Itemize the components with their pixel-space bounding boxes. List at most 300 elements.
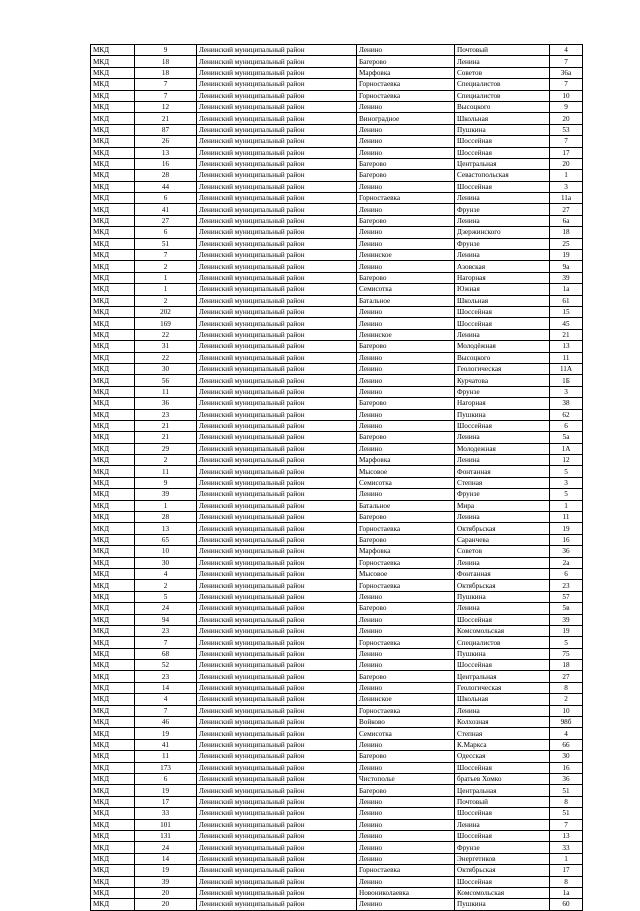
house-number-cell: 27 [550,671,583,682]
house-number-cell: 5 [550,466,583,477]
street-cell: Фрунзе [455,238,550,249]
building-type-cell: МКД [91,341,135,352]
count-cell: 19 [135,728,197,739]
count-cell: 1 [135,500,197,511]
count-cell: 41 [135,204,197,215]
building-type-cell: МКД [91,534,135,545]
table-row [91,865,583,876]
table-row [91,739,583,750]
table-row [91,227,583,238]
settlement-cell: Ленино [357,739,455,750]
table-row [91,477,583,488]
building-type-cell: МКД [91,796,135,807]
house-number-cell: 6 [550,568,583,579]
count-cell: 36 [135,398,197,409]
street-cell: Октябрьская [455,580,550,591]
house-number-cell: 16 [550,762,583,773]
table-row [91,717,583,728]
house-number-cell: 61 [550,295,583,306]
street-cell: Фонтанная [455,568,550,579]
house-number-cell: 18 [550,660,583,671]
settlement-cell: Горностаевка [357,557,455,568]
street-cell: Ленина [455,705,550,716]
count-cell: 18 [135,56,197,67]
house-number-cell: 38 [550,398,583,409]
district-cell: Ленинский муниципальный район [197,398,357,409]
building-type-cell: МКД [91,739,135,750]
settlement-cell: Ленино [357,443,455,454]
settlement-cell: Мысовое [357,568,455,579]
count-cell: 20 [135,899,197,910]
building-type-cell: МКД [91,568,135,579]
street-cell: Фрунзе [455,204,550,215]
district-cell: Ленинский муниципальный район [197,113,357,124]
street-cell: Мира [455,500,550,511]
settlement-cell: Ленино [357,830,455,841]
building-type-cell: МКД [91,523,135,534]
building-type-cell: МКД [91,318,135,329]
building-type-cell: МКД [91,238,135,249]
count-cell: 21 [135,432,197,443]
settlement-cell: Багерово [357,785,455,796]
district-cell: Ленинский муниципальный район [197,90,357,101]
settlement-cell: Ленино [357,625,455,636]
house-number-cell: 18 [550,227,583,238]
building-type-cell: МКД [91,101,135,112]
street-cell: Ленина [455,193,550,204]
district-cell: Ленинский муниципальный район [197,67,357,78]
district-cell: Ленинский муниципальный район [197,136,357,147]
settlement-cell: Ленино [357,853,455,864]
street-cell: Одесская [455,751,550,762]
district-cell: Ленинский муниципальный район [197,432,357,443]
house-number-cell: 11А [550,363,583,374]
building-type-cell: МКД [91,808,135,819]
building-type-cell: МКД [91,717,135,728]
settlement-cell: Марфовка [357,67,455,78]
house-number-cell: 5а [550,432,583,443]
house-number-cell: 60 [550,899,583,910]
count-cell: 7 [135,705,197,716]
house-number-cell: 11 [550,512,583,523]
table-row [91,455,583,466]
house-number-cell: 23 [550,580,583,591]
count-cell: 101 [135,819,197,830]
district-cell: Ленинский муниципальный район [197,830,357,841]
building-type-cell: МКД [91,660,135,671]
street-cell: братьев Хомко [455,774,550,785]
count-cell: 17 [135,796,197,807]
street-cell: Энергетиков [455,853,550,864]
building-type-cell: МКД [91,865,135,876]
street-cell: Высоцкого [455,352,550,363]
count-cell: 21 [135,113,197,124]
settlement-cell: Ленино [357,876,455,887]
table-row [91,67,583,78]
street-cell: Школьная [455,113,550,124]
street-cell: Молодёжная [455,341,550,352]
house-number-cell: 10 [550,90,583,101]
house-number-cell: 7 [550,819,583,830]
table-row [91,534,583,545]
count-cell: 169 [135,318,197,329]
building-type-cell: МКД [91,181,135,192]
building-type-cell: МКД [91,352,135,363]
building-type-cell: МКД [91,45,135,56]
district-cell: Ленинский муниципальный район [197,853,357,864]
count-cell: 14 [135,853,197,864]
building-type-cell: МКД [91,170,135,181]
table-row [91,398,583,409]
count-cell: 131 [135,830,197,841]
table-row [91,682,583,693]
district-cell: Ленинский муниципальный район [197,580,357,591]
house-number-cell: 36 [550,774,583,785]
district-cell: Ленинский муниципальный район [197,637,357,648]
district-cell: Ленинский муниципальный район [197,591,357,602]
building-type-cell: МКД [91,90,135,101]
district-cell: Ленинский муниципальный район [197,79,357,90]
count-cell: 16 [135,158,197,169]
count-cell: 51 [135,238,197,249]
settlement-cell: Багерово [357,215,455,226]
building-type-cell: МКД [91,728,135,739]
house-number-cell: 39 [550,272,583,283]
district-cell: Ленинский муниципальный район [197,534,357,545]
table-row [91,101,583,112]
table-row [91,876,583,887]
table-row [91,728,583,739]
building-type-cell: МКД [91,557,135,568]
count-cell: 44 [135,181,197,192]
house-number-cell: 19 [550,523,583,534]
district-cell: Ленинский муниципальный район [197,819,357,830]
house-number-cell: 11 [550,352,583,363]
district-cell: Ленинский муниципальный район [197,329,357,340]
district-cell: Ленинский муниципальный район [197,512,357,523]
street-cell: Шоссейная [455,318,550,329]
house-number-cell: 5 [550,637,583,648]
building-type-cell: МКД [91,500,135,511]
table-row [91,409,583,420]
table-row [91,341,583,352]
building-type-cell: МКД [91,204,135,215]
street-cell: Ленина [455,250,550,261]
table-body [91,45,583,911]
street-cell: Ленина [455,329,550,340]
street-cell: Ленина [455,819,550,830]
table-row [91,603,583,614]
settlement-cell: Горностаевка [357,193,455,204]
building-type-cell: МКД [91,432,135,443]
street-cell: Курчатова [455,375,550,386]
house-number-cell: 51 [550,808,583,819]
street-cell: Шоссейная [455,876,550,887]
district-cell: Ленинский муниципальный район [197,614,357,625]
count-cell: 5 [135,591,197,602]
count-cell: 24 [135,842,197,853]
table-row [91,181,583,192]
district-cell: Ленинский муниципальный район [197,466,357,477]
settlement-cell: Ленинское [357,329,455,340]
settlement-cell: Ленино [357,796,455,807]
table-row [91,694,583,705]
building-type-cell: МКД [91,67,135,78]
district-cell: Ленинский муниципальный район [197,215,357,226]
house-number-cell: 1 [550,500,583,511]
count-cell: 87 [135,124,197,135]
street-cell: Пушкина [455,648,550,659]
district-cell: Ленинский муниципальный район [197,671,357,682]
table-row [91,215,583,226]
count-cell: 2 [135,261,197,272]
settlement-cell: Горностаевка [357,580,455,591]
table-row [91,842,583,853]
settlement-cell: Багерово [357,341,455,352]
street-cell: Шоссейная [455,762,550,773]
house-number-cell: 66 [550,739,583,750]
count-cell: 20 [135,887,197,898]
settlement-cell: Ленино [357,147,455,158]
count-cell: 6 [135,227,197,238]
settlement-cell: Ленино [357,238,455,249]
house-number-cell: 16 [550,534,583,545]
settlement-cell: Ленино [357,808,455,819]
house-number-cell: 98б [550,717,583,728]
house-number-cell: 21 [550,329,583,340]
building-type-cell: МКД [91,603,135,614]
settlement-cell: Багерово [357,512,455,523]
house-number-cell: 6 [550,420,583,431]
district-cell: Ленинский муниципальный район [197,147,357,158]
count-cell: 4 [135,694,197,705]
settlement-cell: Ленино [357,306,455,317]
house-number-cell: 5в [550,603,583,614]
house-number-cell: 36 [550,546,583,557]
table-row [91,512,583,523]
street-cell: Азовская [455,261,550,272]
settlement-cell: Багерово [357,671,455,682]
building-type-cell: МКД [91,272,135,283]
building-type-cell: МКД [91,489,135,500]
house-number-cell: 1Б [550,375,583,386]
district-cell: Ленинский муниципальный район [197,341,357,352]
building-type-cell: МКД [91,124,135,135]
district-cell: Ленинский муниципальный район [197,124,357,135]
settlement-cell: Ленино [357,45,455,56]
table-row [91,158,583,169]
district-cell: Ленинский муниципальный район [197,568,357,579]
table-row [91,386,583,397]
settlement-cell: Ленинское [357,250,455,261]
house-number-cell: 3 [550,386,583,397]
street-cell: Высоцкого [455,101,550,112]
settlement-cell: Новониколаевка [357,887,455,898]
street-cell: Саранчева [455,534,550,545]
settlement-cell: Семисотка [357,284,455,295]
district-cell: Ленинский муниципальный район [197,648,357,659]
settlement-cell: Ленино [357,375,455,386]
house-number-cell: 1 [550,853,583,864]
settlement-cell: Ленино [357,591,455,602]
district-cell: Ленинский муниципальный район [197,625,357,636]
settlement-cell: Багерово [357,170,455,181]
settlement-cell: Ленино [357,648,455,659]
settlement-cell: Багерово [357,432,455,443]
settlement-cell: Семисотка [357,728,455,739]
house-number-cell: 25 [550,238,583,249]
table-row [91,705,583,716]
street-cell: Нагорная [455,398,550,409]
count-cell: 33 [135,808,197,819]
settlement-cell: Ленино [357,819,455,830]
building-type-cell: МКД [91,386,135,397]
district-cell: Ленинский муниципальный район [197,181,357,192]
settlement-cell: Горностаевка [357,90,455,101]
street-cell: Центральная [455,671,550,682]
count-cell: 39 [135,876,197,887]
house-number-cell: 53 [550,124,583,135]
street-cell: Геологическая [455,363,550,374]
district-cell: Ленинский муниципальный район [197,375,357,386]
table-row [91,591,583,602]
settlement-cell: Ленино [357,318,455,329]
count-cell: 9 [135,45,197,56]
district-cell: Ленинский муниципальный район [197,420,357,431]
table-row [91,284,583,295]
settlement-cell: Ленино [357,842,455,853]
table-row [91,352,583,363]
street-cell: Октябрьская [455,865,550,876]
count-cell: 173 [135,762,197,773]
count-cell: 4 [135,568,197,579]
count-cell: 39 [135,489,197,500]
count-cell: 24 [135,603,197,614]
settlement-cell: Багерово [357,56,455,67]
street-cell: Шоссейная [455,136,550,147]
building-type-cell: МКД [91,215,135,226]
street-cell: Южная [455,284,550,295]
count-cell: 94 [135,614,197,625]
building-type-cell: МКД [91,443,135,454]
district-cell: Ленинский муниципальный район [197,546,357,557]
street-cell: Шоссейная [455,420,550,431]
table-row [91,568,583,579]
count-cell: 28 [135,170,197,181]
settlement-cell: Виноградное [357,113,455,124]
street-cell: Шоссейная [455,306,550,317]
street-cell: Ленина [455,603,550,614]
table-row [91,785,583,796]
table-row [91,523,583,534]
building-type-cell: МКД [91,580,135,591]
house-number-cell: 8 [550,876,583,887]
street-cell: Специалистов [455,90,550,101]
street-cell: Ленина [455,56,550,67]
house-number-cell: 6а [550,215,583,226]
settlement-cell: Войково [357,717,455,728]
street-cell: Молодежная [455,443,550,454]
table-row [91,363,583,374]
district-cell: Ленинский муниципальный район [197,694,357,705]
street-cell: Ленина [455,557,550,568]
district-cell: Ленинский муниципальный район [197,523,357,534]
settlement-cell: Батальное [357,295,455,306]
table-row [91,853,583,864]
table-row [91,113,583,124]
document-sheet [90,44,582,911]
count-cell: 11 [135,751,197,762]
building-type-cell: МКД [91,887,135,898]
settlement-cell: Марфовка [357,455,455,466]
table-row [91,751,583,762]
settlement-cell: Ленино [357,136,455,147]
table-row [91,443,583,454]
count-cell: 6 [135,193,197,204]
district-cell: Ленинский муниципальный район [197,443,357,454]
settlement-cell: Багерово [357,398,455,409]
district-cell: Ленинский муниципальный район [197,204,357,215]
settlement-cell: Ленино [357,762,455,773]
table-row [91,170,583,181]
house-number-cell: 10 [550,705,583,716]
house-number-cell: 19 [550,250,583,261]
settlement-cell: Ленино [357,261,455,272]
settlement-cell: Чистополье [357,774,455,785]
district-cell: Ленинский муниципальный район [197,728,357,739]
district-cell: Ленинский муниципальный район [197,193,357,204]
building-type-cell: МКД [91,284,135,295]
building-type-cell: МКД [91,147,135,158]
district-cell: Ленинский муниципальный район [197,272,357,283]
table-row [91,45,583,56]
house-number-cell: 1 [550,170,583,181]
house-number-cell: 7 [550,56,583,67]
count-cell: 6 [135,774,197,785]
settlement-cell: Ленино [357,101,455,112]
count-cell: 65 [135,534,197,545]
count-cell: 46 [135,717,197,728]
table-row [91,637,583,648]
table-row [91,580,583,591]
street-cell: Пушкина [455,409,550,420]
street-cell: Школьная [455,295,550,306]
street-cell: Почтовый [455,45,550,56]
building-type-cell: МКД [91,648,135,659]
building-type-cell: МКД [91,158,135,169]
table-row [91,887,583,898]
table-row [91,272,583,283]
district-cell: Ленинский муниципальный район [197,603,357,614]
table-row [91,261,583,272]
settlement-cell: Батальное [357,500,455,511]
street-cell: Пушкина [455,591,550,602]
district-cell: Ленинский муниципальный район [197,557,357,568]
street-cell: Фрунзе [455,489,550,500]
street-cell: Фрунзе [455,386,550,397]
district-cell: Ленинский муниципальный район [197,899,357,910]
table-row [91,774,583,785]
settlement-cell: Ленино [357,682,455,693]
house-number-cell: 1А [550,443,583,454]
settlement-cell: Горностаевка [357,523,455,534]
settlement-cell: Ленино [357,899,455,910]
table-row [91,90,583,101]
table-row [91,830,583,841]
district-cell: Ленинский муниципальный район [197,250,357,261]
settlement-cell: Семисотка [357,477,455,488]
count-cell: 9 [135,477,197,488]
